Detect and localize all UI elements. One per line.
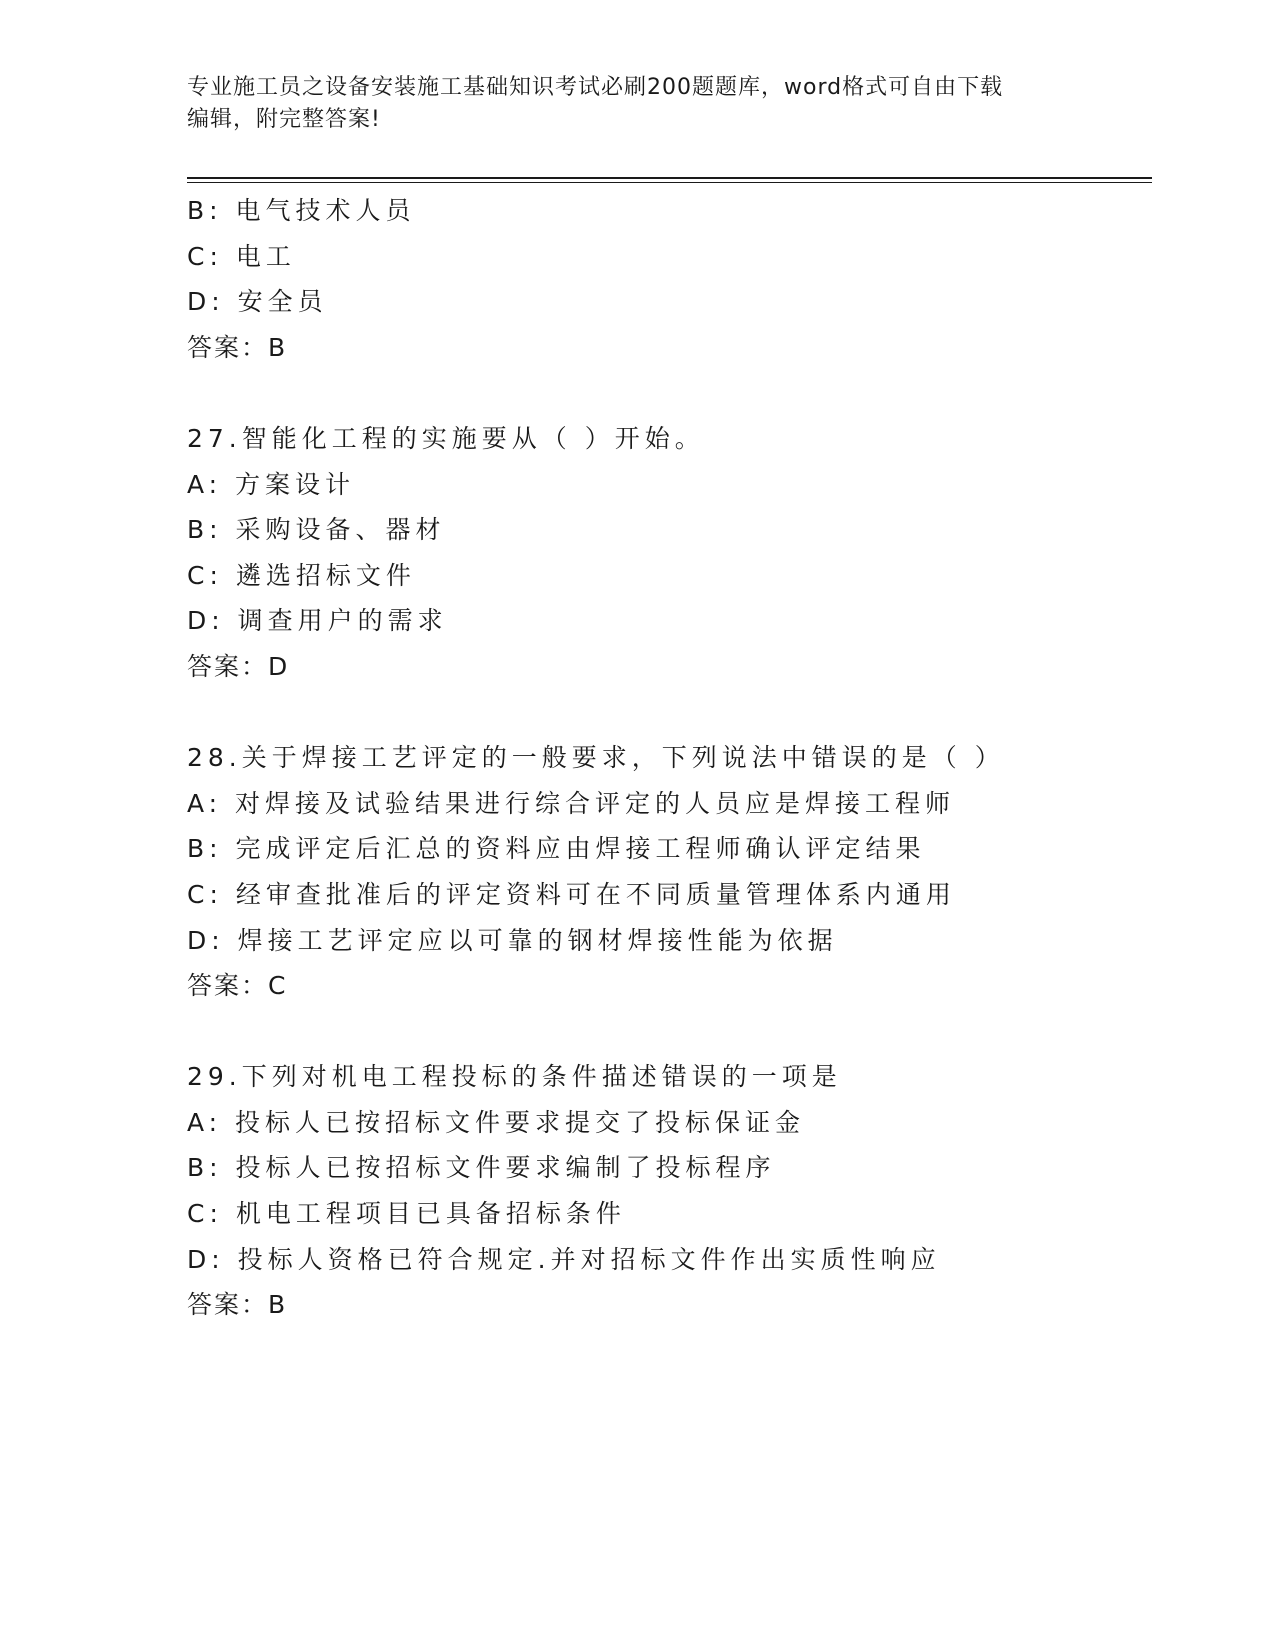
- option-c: C: 电工: [187, 241, 296, 271]
- option-d: D: 焊接工艺评定应以可靠的钢材焊接性能为依据: [187, 925, 838, 955]
- option-a: A: 方案设计: [187, 469, 356, 499]
- option-d: D: 投标人资格已符合规定.并对招标文件作出实质性响应: [187, 1244, 941, 1274]
- continued-question: [187, 188, 1147, 370]
- option-b: B: 完成评定后汇总的资料应由焊接工程师确认评定结果: [187, 834, 926, 864]
- question-27: [187, 416, 1147, 690]
- question-stem: 28.关于焊接工艺评定的一般要求，下列说法中错误的是（ ）: [187, 743, 1005, 773]
- option-d: D: 安全员: [187, 287, 328, 317]
- question-spacer: [187, 370, 1147, 416]
- option-b: B: 投标人已按招标文件要求编制了投标程序: [187, 1153, 776, 1183]
- answer-line: 答案：B: [187, 1290, 288, 1320]
- option-b: B: 采购设备、器材: [187, 515, 446, 545]
- option-c: C: 机电工程项目已具备招标条件: [187, 1199, 626, 1229]
- option-c: C: 遴选招标文件: [187, 560, 416, 590]
- question-spacer: [187, 690, 1147, 736]
- question-stem: 27.智能化工程的实施要从（ ）开始。: [187, 423, 705, 453]
- option-a: A: 对焊接及试验结果进行综合评定的人员应是焊接工程师: [187, 788, 956, 818]
- header-title-line-2: 编辑，附完整答案!: [187, 107, 381, 132]
- header-divider-thin: [187, 182, 1152, 183]
- option-d: D: 调查用户的需求: [187, 606, 448, 636]
- option-b: B: 电气技术人员: [187, 196, 416, 225]
- answer-line: 答案：C: [187, 971, 288, 1001]
- answer-line: 答案：B: [187, 332, 288, 362]
- question-28: [187, 735, 1147, 1009]
- question-spacer: [187, 1009, 1147, 1055]
- question-list: [187, 188, 1147, 1328]
- question-stem: 29.下列对机电工程投标的条件描述错误的一项是: [187, 1062, 842, 1092]
- header-title-line-1: 专业施工员之设备安装施工基础知识考试必刷200题题库，word格式可自由下载: [187, 75, 1004, 100]
- question-29: [187, 1054, 1147, 1328]
- page-header: [187, 72, 1067, 136]
- answer-line: 答案：D: [187, 651, 290, 681]
- option-a: A: 投标人已按招标文件要求提交了投标保证金: [187, 1107, 806, 1137]
- header-divider-thick: [187, 177, 1152, 179]
- option-c: C: 经审查批准后的评定资料可在不同质量管理体系内通用: [187, 879, 956, 909]
